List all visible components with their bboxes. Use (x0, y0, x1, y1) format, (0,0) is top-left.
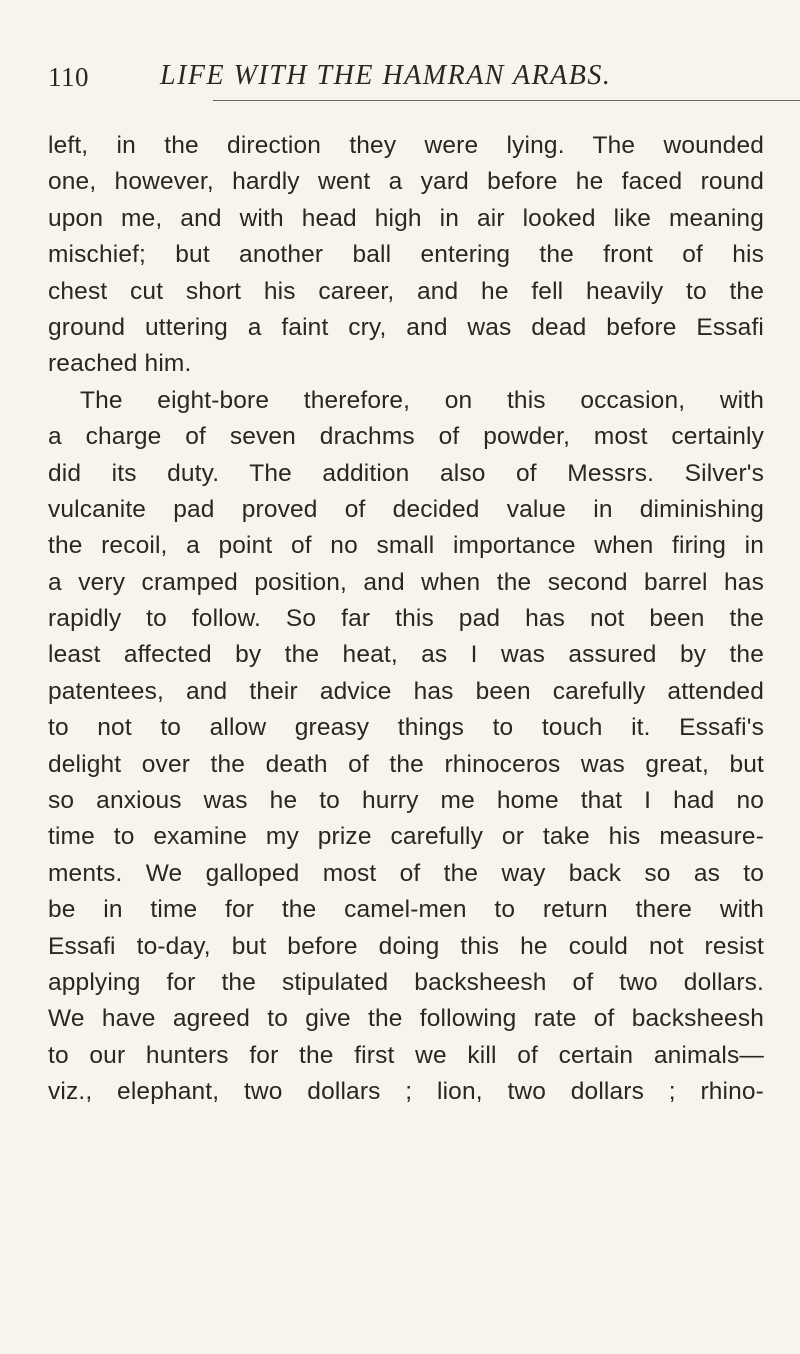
text-line: applying for the stipulated backsheesh of two dollars. (48, 968, 764, 996)
text-line: upon me, and with head high in air looked like meaning (48, 204, 764, 232)
paragraph-2 (48, 383, 764, 1111)
text-line: left, in the direction they were lying. The wounded (48, 132, 764, 159)
text-line: to our hunters for the first we kill of certain animals— (48, 1041, 764, 1069)
text-line: rapidly to follow. So far this pad has not been the (48, 605, 764, 633)
text-line: We have agreed to give the following rate of backsheesh (48, 1005, 764, 1033)
body-text (48, 128, 764, 1111)
text-line: the recoil, a point of no small importance when firing in (48, 532, 764, 560)
page-number: 110 (48, 62, 89, 92)
text-line: so anxious was he to hurry me home that I had no (48, 787, 764, 815)
text-line: vulcanite pad proved of decided value in diminishing (48, 495, 764, 523)
header-rule (213, 100, 800, 101)
running-head: LIFE WITH THE HAMRAN ARABS. (160, 60, 612, 91)
text-line: least affected by the heat, as I was assured by the (48, 641, 764, 669)
paragraph-1 (48, 128, 764, 383)
text-line: mischief; but another ball entering the front of his (48, 241, 764, 269)
text-line: ments. We galloped most of the way back so as to (48, 859, 764, 887)
page-header (48, 56, 758, 96)
text-line: one, however, hardly went a yard before he faced round (48, 168, 764, 196)
text-line: The eight-bore therefore, on this occasion, with (80, 386, 764, 414)
text-line: be in time for the camel-men to return there with (48, 896, 764, 924)
text-line: ground uttering a faint cry, and was dead before Essafi (48, 313, 764, 341)
text-line: to not to allow greasy things to touch it. Essafi's (48, 714, 764, 742)
text-line: patentees, and their advice has been carefully attended (48, 677, 764, 705)
text-line: Essafi to-day, but before doing this he could not resist (48, 932, 764, 960)
text-line: viz., elephant, two dollars ; lion, two dollars ; rhino- (48, 1078, 764, 1106)
text-line: a very cramped position, and when the second barrel has (48, 568, 764, 596)
text-line: reached him. (48, 350, 192, 378)
text-line: time to examine my prize carefully or take his measure- (48, 823, 764, 851)
text-line: did its duty. The addition also of Messrs. Silver's (48, 459, 764, 487)
text-line: a charge of seven drachms of powder, most certainly (48, 423, 764, 451)
text-line: delight over the death of the rhinoceros was great, but (48, 750, 764, 778)
text-line: chest cut short his career, and he fell heavily to the (48, 277, 764, 305)
